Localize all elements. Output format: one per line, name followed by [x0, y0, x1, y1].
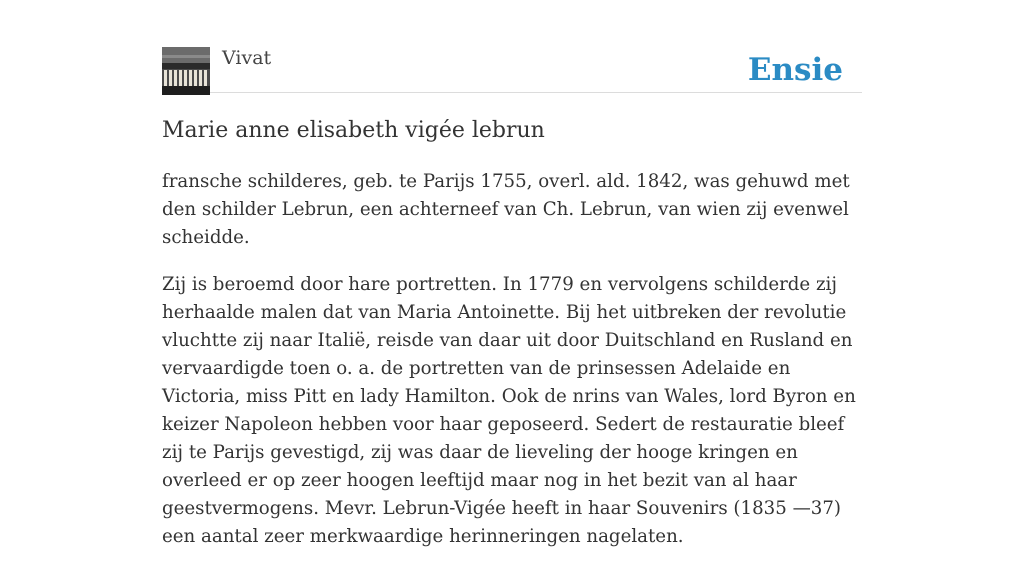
article-paragraph: fransche schilderes, geb. te Parijs 1755, overl. ald. 1842, was gehuwd met den schilder Lebrun, een achterneef van Ch. Lebrun, van wien zij evenwel scheidde.: [162, 171, 850, 248]
header: [162, 46, 862, 93]
page-title: Marie anne elisabeth vigée lebrun: [162, 118, 545, 143]
author-avatar[interactable]: [162, 47, 210, 95]
typewriter-keys-avatar-icon: [162, 47, 210, 95]
brand-logo[interactable]: Ensie: [747, 52, 843, 88]
article-paragraph: Zij is beroemd door hare portretten. In 1779 en vervolgens schilderde zij herhaalde malen dat van Maria Antoinette. Bij het uitbreken der revolutie vluchtte zij naar Italië, reisde van daar uit door Duitschland en Rusland en vervaardigde toen o. a. de portretten van de prinsessen Adelaide en Victoria, miss Pitt en lady Hamilton. Ook de nrins van Wales, lord Byron en keizer Napoleon hebben voor haar geposeerd. Sedert de restauratie bleef zij te Parijs gevestigd, zij was daar de lieveling der hooge kringen en overleed er op zeer hoogen leeftijd maar nog in het bezit van al haar geestvermogens. Mevr. Lebrun-Vigée heeft in haar Souvenirs (1835 —37) een aantal zeer merkwaardige herinneringen nagelaten.: [162, 274, 856, 547]
author-name[interactable]: Vivat: [222, 47, 272, 69]
article-body: [162, 168, 862, 570]
